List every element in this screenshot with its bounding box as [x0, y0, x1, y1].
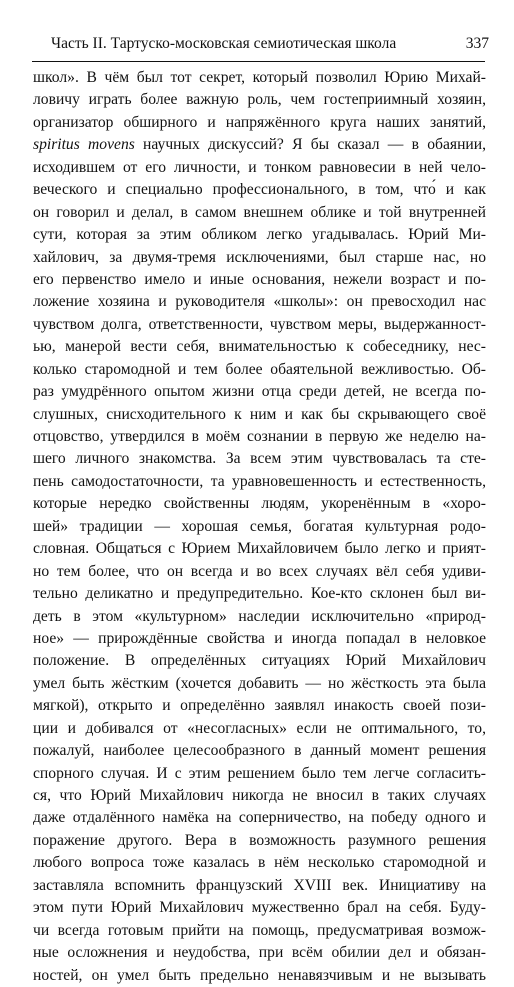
text-line: он говорил и делал, в самом внешнем облике и той внутренней: [33, 203, 486, 221]
text-line: исходившем от его личности, и тонком равновесии в ней чело-: [33, 158, 486, 176]
text-line: ции и добивался от «несогласных» если не оптимального, то,: [33, 719, 486, 737]
text-line: отцовство, утвердился в моём сознании в первую же неделю на-: [33, 428, 486, 445]
text-line: мягкой), открыто и определённо заявлял инакость своей пози-: [33, 697, 486, 715]
text-line: заставляла вспомнить французский XVIII век. Инициативу на: [33, 876, 486, 894]
text-line: сути, которая за этим обликом легко угадывалась. Юрий Ми-: [33, 226, 486, 244]
text-line: слушных, снисходительного к ним и как бы скрывающего своё: [33, 405, 486, 423]
text-line: любого вопроса тоже казалась в нём несколько старомодной и: [33, 854, 486, 872]
text-line: веческого и специально профессионального, в том, что́ и как: [33, 181, 486, 199]
text-line: которые нередко свойственны людям, укоренённым в «хоро-: [33, 495, 486, 513]
text-line: пожалуй, наиболее целесообразного в данный момент решения: [33, 742, 486, 760]
text-line: поражение другого. Вера в возможность разумного решения: [33, 831, 486, 849]
text-line: ные осложнения и неудобства, при всём обилии дел и обязан-: [33, 944, 486, 962]
text-line: ловичу играть более важную роль, чем гостеприимный хозяин,: [33, 91, 486, 109]
text-line: хайлович, за двумя-тремя исключениями, был старше нас, но: [33, 248, 486, 266]
section-title: Часть II. Тартуско-московская семиотическая школа: [51, 35, 397, 52]
text-line: его первенство имело и иные основания, нежели возраст и по-: [33, 270, 486, 288]
text-line: ностей, он умел быть предельно ненавязчивым и не вызывать: [33, 966, 486, 984]
text-line: деть в этом «культурном» наследии исключительно «природ-: [33, 607, 486, 625]
text-line: положение. В определённых ситуациях Юрий Михайлович: [33, 652, 486, 670]
italic-phrase: spiritus movens: [33, 136, 135, 154]
text-line: чувством долга, ответственности, чувством меры, выдержанност-: [33, 315, 486, 333]
text-line: школ». В чём был тот секрет, который позволил Юрию Михай-: [33, 69, 486, 86]
text-line: организатор обширного и напряжённого круга наших занятий,: [33, 113, 486, 131]
text-line: тельно деликатно и предупредительно. Кое-кто склонен был ви-: [33, 585, 486, 603]
text-line: spiritus movens научных дискуссий? Я бы сказал — в обаянии,: [33, 136, 486, 154]
header-rule: [32, 61, 485, 62]
text-line: ложение хозяина и руководителя «школы»: он превосходил нас: [33, 293, 486, 311]
text-line: умел быть жёстким (хочется добавить — но жёсткость эта была: [33, 674, 486, 692]
text-line: словная. Общаться с Юрием Михайловичем было легко и прият-: [33, 540, 486, 558]
running-head: [51, 35, 489, 55]
text-line: ся, что Юрий Михайлович никогда не вносил в таких случаях: [33, 787, 486, 804]
text-line: шей» традиции — хорошая семья, богатая культурная родо-: [33, 517, 486, 535]
text-line: но тем более, что он всегда и во всех случаях вёл себя удиви-: [33, 562, 486, 580]
text-line: ью, манерой вести себя, внимательностью к собеседнику, нес-: [33, 338, 486, 356]
text-line: даже отдалённого намёка на соперничество, на победу одного и: [33, 809, 486, 827]
text-line: колько старомодной и тем более обаятельной вежливостью. Об-: [33, 360, 486, 378]
text-line: раз умудрённого опытом жизни отца среди детей, не всегда по-: [33, 383, 486, 401]
text-line: шего личного знакомства. За всем этим чувствовалась та сте-: [33, 450, 486, 468]
page-number: 337: [465, 35, 489, 52]
text-line: пень самодостаточности, та уравновешенность и естественность,: [33, 472, 486, 490]
text-line: спорного случая. И с этим решением было тем легче согласить-: [33, 764, 486, 782]
body-text: [33, 67, 486, 987]
text-line: этом пути Юрий Михайлович мужественно брал на себя. Буду-: [33, 899, 486, 917]
text-line: ное» — прирождённые свойства и иногда попадал в неловкое: [33, 629, 486, 647]
text-line: чи всегда готовым прийти на помощь, предусматривая возмож-: [33, 921, 486, 939]
